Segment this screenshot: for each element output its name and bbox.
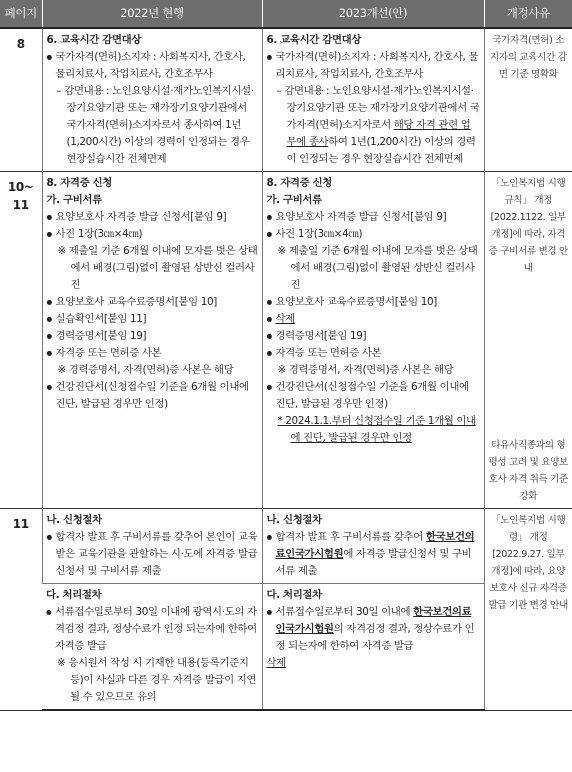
current-cell [42,28,262,172]
current-cell [42,509,262,584]
bullet-item: ● 요양보호사 자격증 발급 신청서[붙임 9] [267,209,480,226]
bullet-item: ● 서류접수일로부터 30일 이내에 광역시·도의 자격검정 결과, 정상수료가 인정 되는자에 한하여 자격증 발급 [46,604,258,655]
bullet-item: ● 자격증 또는 면허증 사본 [47,345,258,362]
subsection-title: 다. 처리절차 [46,589,102,601]
note-item: ※ 경력증명서, 자격(면허)증 사본은 해당 [277,364,454,376]
reason-text: 타유사직종과의 형평성 고려 및 요양보호사 자격 취득 기준 강화 [488,440,568,502]
bullet-item: ● 요양보호사 교육수료증명서[붙임 10] [267,294,480,311]
bullet-item: ● 요양보호사 교육수료증명서[붙임 10] [47,294,258,311]
bullet-item: ● 국가자격(면허)소지자 : 사회복지사, 간호사, 물리치료사, 작업치료사, 간호조무사 [267,49,480,83]
reason-text: 「노인복지법 시행규칙」 개정 [2022.1122. 일부 개정]에 따라, 자격증 구비서류 변경 안내 [488,178,568,274]
reason-cell: 국가자격(면허) 소지자의 교육시간 감면 기준 명확화 [484,28,572,172]
header-reason: 개정사유 [484,0,572,28]
dash-item: – 감면내용 : 노인요양시설·재가노인복지시설·장기요양기관 또는 재가장기요양기관에서 국가자격(면허)소지자로서 종사하여 1년(1,200시간) 이상의 경력이 인정되는 경우 현장실습시간 전체면제 [56,85,254,165]
changed-text: 해당 자격 관련 업무에 종사 [286,119,471,148]
bullet-item: ● 실습확인서[붙임 11] [47,311,258,328]
page-number: 10~ 11 [0,172,42,509]
subsection-title: 나. 신청절차 [266,514,322,526]
improved-cell [262,509,484,584]
note-item: ※ 응시원서 작성 시 기재한 내용(등록기준지 등)이 사실과 다른 경우 자격증 발급이 지연될 수 있으므로 유의 [57,657,257,703]
reason-cell: 「노인복지법 시행령」 개정 [2022.9.27. 일부개정]에 따라, 요양보호사 신규 자격증 발급 기관 변경 안내 [484,509,572,711]
deleted-mark: 삭제 [266,657,286,669]
bullet-item: ● 자격증 또는 면허증 사본 [267,345,480,362]
note-item: ※ 제출일 기준 6개월 이내에 모자를 벗은 상태에서 배경(그림)없이 촬영된 상반신 컬러사진 [277,245,478,291]
improved-cell [262,172,484,509]
bullet-item: ● 요양보호사 자격증 발급 신청서[붙임 9] [47,209,258,226]
reason-cell [484,172,572,509]
page-number: 8 [0,28,42,172]
bullet-item: ● 경력증명서[붙임 19] [47,328,258,345]
current-cell [42,172,262,509]
header-current-2022: 2022년 현행 [42,0,262,28]
subsection-title: 다. 처리절차 [266,589,322,601]
section-title: 6. 교육시간 감면대상 [266,34,362,46]
bullet-item: ● 건강진단서(신청접수일 기준을 6개월 이내에 진단, 발급된 경우만 인정) [47,379,258,413]
current-cell [42,584,262,711]
bullet-item: ● 서류접수일로부터 30일 이내에 한국보건의료인국가시험원의 자격검정 결과, 정상수료가 인정 되는자에 한하여 자격증 발급 [267,604,480,655]
improved-cell [262,584,484,711]
header-improved-2023: 2023개선(안) [262,0,484,28]
table-row [0,28,572,172]
subsection-title: 가. 구비서류 [46,194,102,206]
bullet-item: ● 사진 1장(3㎝×4㎝) [47,226,258,243]
header-page: 페이지 [0,0,42,28]
bullet-item: ● 합격자 발표 후 구비서류를 갖추어 한국보건의료인국가시험원에 자격증 발급신청서 및 구비서류 제출 [267,529,480,580]
section-title: 8. 자격증 신청 [46,177,112,189]
bullet-item: ● 합격자 발표 후 구비서류를 갖추어 본인이 교육받은 교육기관을 관할하는 시·도에 자격증 발급신청서 및 구비서류 제출 [47,529,258,580]
bullet-item: ● 건강진단서(신청접수일 기준을 6개월 이내에 진단, 발급된 경우만 인정) [267,379,480,413]
bullet-item: ● 사진 1장(3㎝×4㎝) [267,226,480,243]
subsection-title: 가. 구비서류 [266,194,322,206]
dash-item: – 감면내용 : 노인요양시설·재가노인복지시설·장기요양기관 또는 재가장기요양기관에서 국가자격(면허)소지자로서 해당 자격 관련 업무에 종사하여 1년(1,200시간) 이상의 경력이 인정되는 경우 현장실습시간 전체면제 [276,85,480,165]
table-row [0,509,572,584]
note-item: ※ 경력증명서, 자격(면허)증 사본은 해당 [57,364,234,376]
changed-text: 한국보건의료인국가시험원 [275,531,475,560]
section-title: 8. 자격증 신청 [266,177,332,189]
changed-text: 한국보건의료인국가시험원 [275,606,472,635]
note-item: ※ 제출일 기준 6개월 이내에 모자를 벗은 상태에서 배경(그림)없이 촬영된 상반신 컬러사진 [57,245,258,291]
subsection-title: 나. 신청절차 [46,514,102,526]
header-row [0,0,572,28]
bullet-item [267,311,480,328]
deleted-mark: 삭제 [275,313,295,325]
page-number: 11 [0,509,42,711]
bullet-item: ● 국가자격(면허)소지자 : 사회복지사, 간호사, 물리치료사, 작업치료사, 간호조무사 [47,49,258,83]
section-title: 6. 교육시간 감면대상 [46,34,142,46]
improved-cell [262,28,484,172]
table-row [0,172,572,509]
bullet-item: ● 경력증명서[붙임 19] [267,328,480,345]
new-requirement-note: * 2024.1.1.부터 신청접수일 기준 1개월 이내에 진단, 발급된 경우만 인정 [277,415,476,444]
